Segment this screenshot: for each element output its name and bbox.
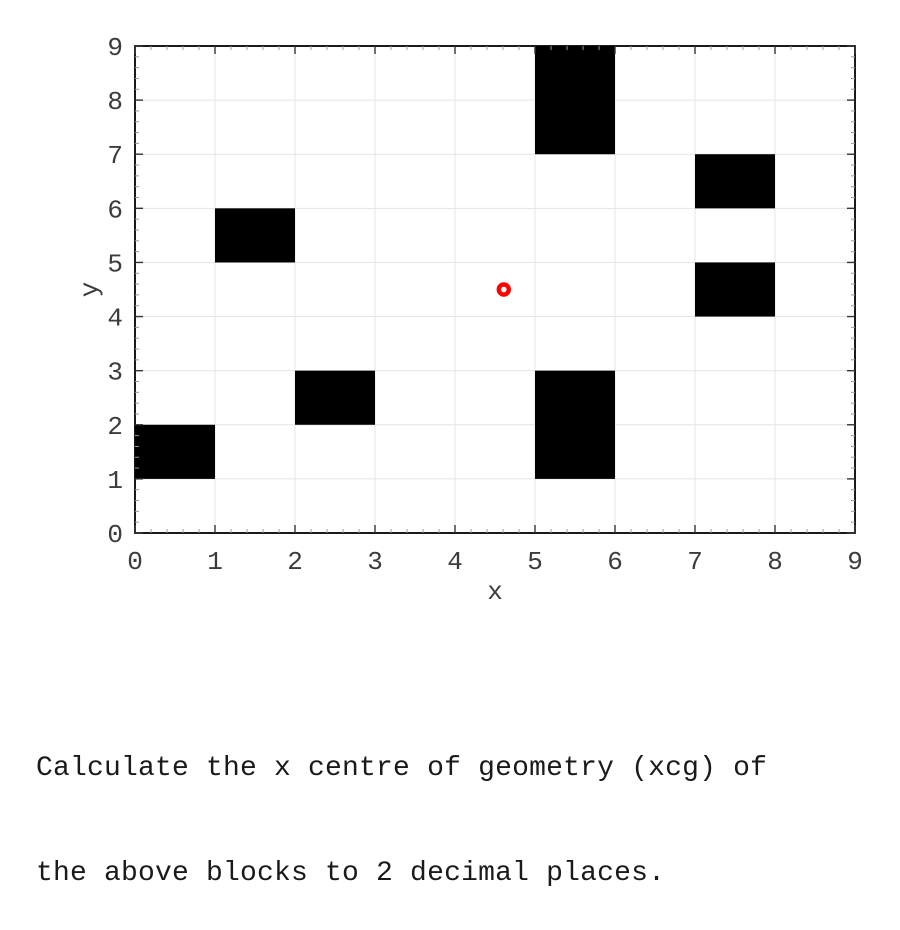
- block-rect: [295, 371, 375, 425]
- block-rect: [695, 154, 775, 208]
- x-tick-labels: [127, 547, 863, 577]
- x-axis-label: x: [487, 577, 503, 607]
- y-tick-label: 1: [107, 465, 123, 496]
- y-tick-label: 8: [107, 87, 123, 118]
- block-rect: [535, 46, 615, 154]
- question-line-1: Calculate the x centre of geometry (xcg) of: [36, 753, 768, 784]
- x-tick-label: 7: [687, 547, 703, 577]
- y-tick-label: 6: [107, 195, 123, 226]
- y-tick-label: 5: [107, 249, 123, 280]
- block-rect: [695, 262, 775, 316]
- x-tick-label: 5: [527, 547, 543, 577]
- block-rect: [535, 371, 615, 479]
- x-tick-label: 2: [287, 547, 303, 577]
- x-tick-label: 3: [367, 547, 383, 577]
- x-tick-label: 8: [767, 547, 783, 577]
- question-line-2: the above blocks to 2 decimal places.: [36, 858, 666, 889]
- y-tick-label: 7: [107, 141, 123, 172]
- block-rect: [215, 208, 295, 262]
- x-tick-label: 6: [607, 547, 623, 577]
- x-tick-label: 1: [207, 547, 223, 577]
- question-text: [36, 681, 856, 930]
- y-tick-label: 2: [107, 411, 123, 442]
- y-tick-labels: [107, 33, 123, 550]
- x-tick-label: 4: [447, 547, 463, 577]
- cog-marker: [499, 285, 509, 295]
- x-tick-label: 0: [127, 547, 143, 577]
- y-axis-label: y: [75, 281, 105, 298]
- y-tick-label: 0: [107, 520, 123, 550]
- y-tick-label: 9: [107, 33, 123, 63]
- block-rect: [135, 425, 215, 479]
- y-tick-label: 4: [107, 303, 123, 334]
- y-tick-label: 3: [107, 357, 123, 388]
- x-tick-label: 9: [847, 547, 863, 577]
